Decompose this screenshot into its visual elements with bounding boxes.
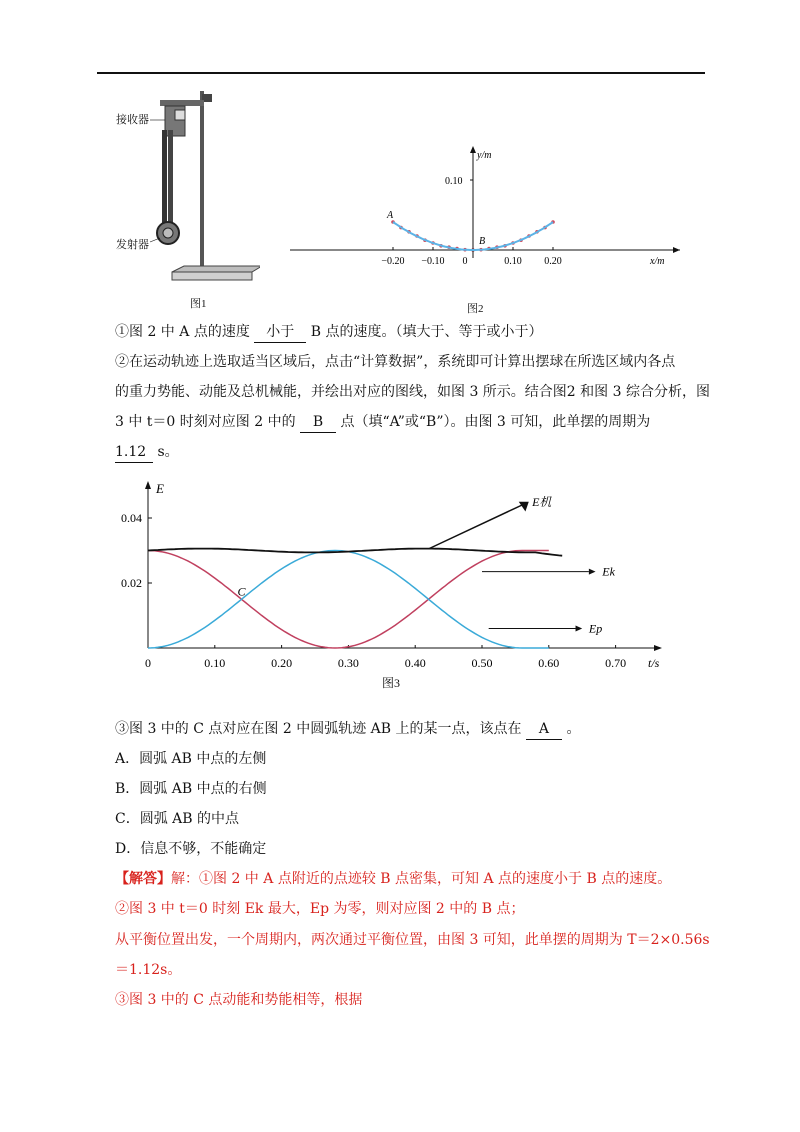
fig3-xtick-label: 0	[145, 656, 151, 670]
fig3-ylabel: E	[156, 481, 164, 496]
fig2-label-B: B	[479, 236, 486, 247]
fig2-y-arrow	[470, 146, 476, 153]
fig3-xtick-label: 0.60	[538, 656, 560, 670]
fig2-x-arrow	[673, 247, 680, 253]
q2-answer-point: B	[300, 412, 336, 433]
fig3-label-C: C	[237, 584, 246, 599]
fig2-xtick-label: −0.20	[381, 256, 405, 267]
fig3-xtick-label: 0.70	[605, 656, 627, 670]
fig3-y-arrow	[145, 481, 151, 489]
fig3-label-emech: E机	[532, 494, 552, 509]
fig3-series-ek	[148, 551, 549, 649]
question-1: ①图 2 中 A 点的速度 小于 B 点的速度。（填大于、等于或小于）	[115, 322, 542, 343]
fig3-xtick-label: 0.20	[271, 656, 293, 670]
fig2-xtick-label: 0	[462, 256, 468, 267]
question-2-line-4: 1.12 s。	[115, 442, 179, 463]
header-rule	[97, 72, 705, 74]
fig3-series-ep	[148, 551, 549, 649]
fig3-ytick-label: 0.04	[121, 511, 142, 525]
question-2-line-1: ②在运动轨迹上选取适当区域后，点击“计算数据”，系统即可计算出摆球在所选区域内各点	[115, 354, 676, 370]
fig3-ek-arrowhead	[589, 569, 596, 575]
option-b: B．圆弧 AB 中点的右侧	[115, 781, 267, 797]
fig3-x-arrow	[654, 645, 662, 651]
fig3-series-emech	[148, 549, 562, 556]
fig2-xtick-label: 0.10	[504, 256, 522, 267]
fig2-xtick-label: −0.10	[421, 256, 445, 267]
solution-line-3: 从平衡位置出发，一个周期内，两次通过平衡位置，由图 3 可知，此单摆的周期为 T＝2×0.56s	[115, 932, 710, 948]
fig2-ytick-label: 0.10	[445, 176, 463, 187]
fig1-caption: 图1	[190, 298, 207, 310]
fig3-xtick-label: 0.50	[471, 656, 493, 670]
fig3-emech-arrow	[429, 505, 523, 549]
solution-line-1: 【解答】解：①图 2 中 A 点附近的点迹较 B 点密集，可知 A 点的速度小于 B 点的速度。	[115, 871, 672, 887]
option-c: C．圆弧 AB 的中点	[115, 811, 240, 827]
fig3-xtick-label: 0.40	[404, 656, 426, 670]
question-2-line-2: 的重力势能、动能及总机械能，并绘出对应的图线，如图 3 所示。结合图2 和图 3 综合分析，图	[115, 384, 710, 400]
q3-answer: A	[526, 719, 562, 740]
fig2-label-A: A	[387, 210, 394, 221]
fig3-label-ep: Ep	[588, 621, 603, 636]
question-2-line-3: 3 中 t＝0 时刻对应图 2 中的 B 点（填“A”或“B”）。由图 3 可知，此单摆的周期为	[115, 412, 650, 433]
fig1-emitter-label: 发射器	[116, 239, 149, 251]
fig1-receiver-label: 接收器	[116, 114, 149, 126]
fig3-ytick-label: 0.02	[121, 576, 142, 590]
figure-3-energy	[110, 475, 670, 695]
fig3-ep-arrowhead	[576, 626, 583, 632]
fig2-ylabel: y/m	[477, 150, 492, 161]
fig3-xtick-label: 0.30	[337, 656, 359, 670]
fig2-caption: 图2	[467, 303, 484, 315]
question-3: ③图 3 中的 C 点对应在图 2 中圆弧轨迹 AB 上的某一点，该点在 A 。	[115, 719, 580, 740]
option-d: D．信息不够，不能确定	[115, 841, 267, 857]
q1-answer: 小于	[254, 322, 306, 343]
fig2-xtick-label: 0.20	[544, 256, 562, 267]
figure-1-apparatus	[110, 90, 260, 315]
q2-answer-period: 1.12	[115, 442, 153, 463]
fig3-xlabel: t/s	[648, 656, 660, 670]
option-a: A．圆弧 AB 中点的左侧	[115, 751, 267, 767]
fig3-caption: 图3	[382, 676, 401, 690]
solution-line-2: ②图 3 中 t＝0 时刻 Ek 最大，Ep 为零，则对应图 2 中的 B 点；	[115, 901, 525, 917]
solution-line-5: ③图 3 中的 C 点动能和势能相等，根据	[115, 992, 363, 1008]
solution-tag: 【解答】	[115, 871, 171, 887]
fig3-label-ek: Ek	[602, 564, 615, 579]
fig3-xtick-label: 0.10	[204, 656, 226, 670]
figure-2-trajectory	[285, 140, 685, 320]
fig2-xlabel: x/m	[650, 256, 665, 267]
solution-line-4: ＝1.12s。	[115, 962, 182, 978]
